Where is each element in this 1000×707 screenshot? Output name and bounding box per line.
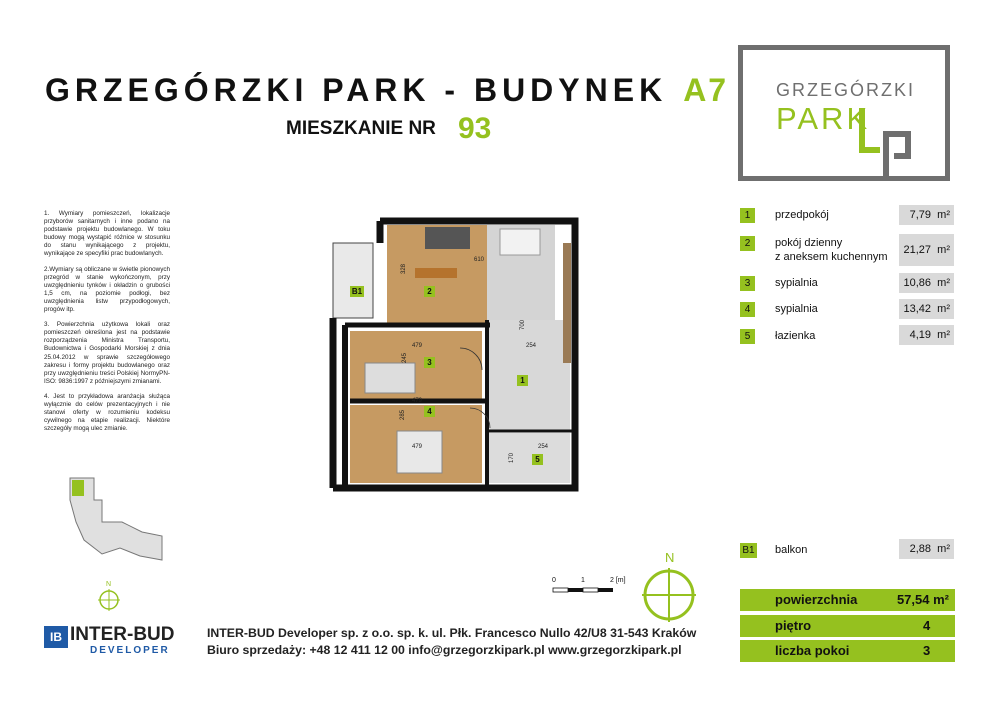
balcony-area: 2,88 m²	[899, 539, 954, 559]
scale-1: 1	[581, 577, 585, 584]
dim-254-a: 254	[526, 343, 537, 349]
room-name-5: łazienka	[775, 330, 816, 342]
note-2: 2.Wymiary są obliczane w świetle pionowych przegród w stanie wykończonym, przy uwzględnieniu tynków i okładzin o grubości 1,5 cm, na poziomie podłogi, bez uwzględnienia listw przypodłogowych, progów itp.	[44, 265, 170, 314]
room-area-5: 4,19 m²	[899, 325, 954, 345]
svg-text:N: N	[106, 581, 112, 588]
logo-mark-icon	[858, 106, 918, 182]
balcony-name: balkon	[775, 544, 808, 556]
room-name-4: sypialnia	[775, 303, 818, 315]
logo-text-bottom: PARK	[776, 101, 871, 136]
plan-label-1: 1	[517, 375, 528, 386]
notes-text	[44, 210, 170, 440]
room-name-3: sypialnia	[775, 277, 818, 289]
page-title: GRZEGÓRZKI PARK - BUDYNEK A7	[45, 72, 729, 108]
apartment-subtitle: MIESZKANIE NR	[286, 118, 436, 139]
note-1: 1. Wymiary pomieszczeń, lokalizacje przyborów sanitarnych i inne podano na podstawie projektu budowlanego. W toku budowy mogą wystąpić różnice w stosunku do stanu wynikającego z projektu, wynikające ze specyfiki prac budowlanych.	[44, 210, 170, 258]
room-num-3: 3	[740, 276, 755, 291]
building-code: A7	[683, 72, 729, 108]
dim-285: 285	[400, 409, 407, 421]
dim-479-c: 479	[412, 444, 423, 450]
scale-0: 0	[552, 577, 556, 584]
key-plan	[62, 470, 172, 570]
dim-328: 328	[401, 263, 408, 275]
room-num-4: 4	[740, 302, 755, 317]
compass-north-label: N	[665, 550, 675, 565]
summary-floor-bar: piętro 4	[740, 615, 955, 637]
apartment-number: 93	[458, 112, 492, 145]
plan-label-balcony: B1	[351, 287, 363, 296]
dim-610: 610	[474, 257, 485, 263]
plan-label-3: 3	[424, 357, 435, 368]
room-area-3: 10,86 m²	[899, 273, 954, 293]
dim-479-a: 479	[412, 343, 423, 349]
room-area-2: 21,27 m²	[899, 234, 954, 266]
key-plan-compass-icon	[96, 578, 124, 614]
scale-2: 2 [m]	[610, 577, 626, 584]
plan-label-4: 4	[424, 406, 435, 417]
company-logo-icon: IB	[44, 626, 68, 648]
summary-area-bar: powierzchnia 57,54 m²	[740, 589, 955, 611]
room-name-1: przedpokój	[775, 209, 829, 221]
note-4: 4. Jest to przykładowa aranżacja służąca wyłącznie do celów prezentacyjnych i nie stanowi oferty w rozumieniu kodeksu cywilnego na etapie realizacji. Niektóre szczegóły mogą ulec zmianie.	[44, 392, 170, 433]
dim-170: 170	[509, 452, 516, 464]
room-num-1: 1	[740, 208, 755, 223]
room-name-2: pokój dzienny z aneksem kuchennym	[775, 237, 888, 263]
dim-254-b: 254	[538, 444, 549, 450]
room-area-1: 7,79 m²	[899, 205, 954, 225]
dim-479-b: 479	[412, 398, 423, 404]
summary-rooms-bar: liczba pokoi 3	[740, 640, 955, 662]
company-address: INTER-BUD Developer sp. z o.o. sp. k. ul. Płk. Francesco Nullo 42/U8 31-543 Kraków	[207, 626, 697, 640]
dim-700: 700	[520, 319, 527, 331]
company-sub: DEVELOPER	[90, 645, 170, 656]
plan-label-2: 2	[424, 286, 435, 297]
floor-plan	[305, 213, 585, 495]
plan-label-5: 5	[532, 454, 543, 465]
company-name: INTER-BUD	[70, 624, 175, 645]
dim-245: 245	[402, 352, 409, 364]
company-contact: Biuro sprzedaży: +48 12 411 12 00 info@grzegorzkipark.pl www.grzegorzkipark.pl	[207, 643, 682, 657]
balcony-num: B1	[740, 543, 757, 558]
logo-text-top: GRZEGÓRZKI	[776, 80, 916, 100]
room-num-5: 5	[740, 329, 755, 344]
compass-icon	[640, 566, 698, 624]
scale-bar	[552, 587, 614, 595]
room-area-4: 13,42 m²	[899, 299, 954, 319]
room-num-2: 2	[740, 236, 755, 251]
note-3: 3. Powierzchnia użytkowa lokali oraz pomieszczeń określona jest na podstawie rozporządzenia Ministra Transportu, Budownictwa i Gospodarki Morskiej z dnia 25.04.2012 w sprawie szczegółowego zakresu i formy projektu budowlanego oraz przy uwzględnieniu treści Polskiej NormyPN-ISO: 9836:1997 z późniejszymi zmianami.	[44, 321, 170, 385]
